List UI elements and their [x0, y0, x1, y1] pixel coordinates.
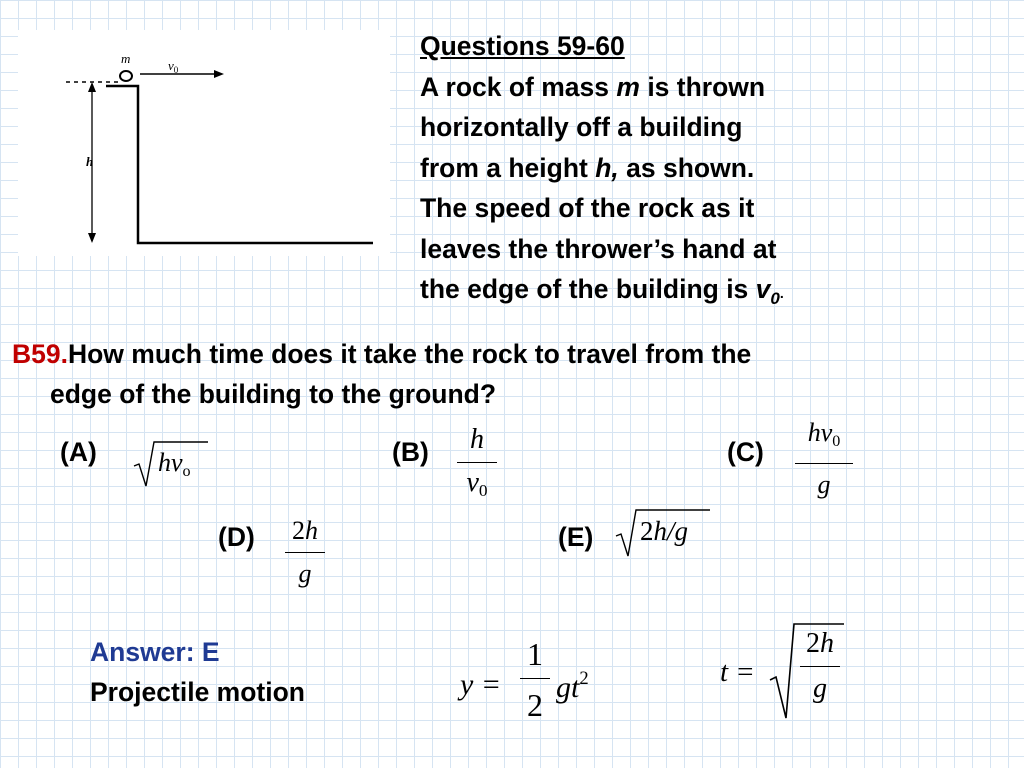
- option-b-numerator: h: [470, 424, 484, 455]
- question-line-2: edge of the building to the ground?: [50, 379, 497, 409]
- rock: [120, 71, 132, 81]
- option-e-expression: [614, 506, 714, 562]
- option-d-fraction: [285, 516, 325, 589]
- equation-1-numerator: 1: [527, 636, 543, 672]
- equation-2-numerator: 2h: [806, 628, 834, 659]
- kinematic-equation: [460, 636, 620, 736]
- equation-2-denominator: g: [813, 673, 827, 704]
- intro-line-3: from a height h, as shown.: [420, 152, 755, 183]
- option-a-label: (A): [60, 437, 97, 467]
- answer-block: [90, 632, 305, 712]
- height-arrow-head-bottom: [88, 233, 96, 243]
- velocity-arrow-head: [214, 70, 224, 78]
- question-text-1: How much time does it take the rock to travel from the: [67, 339, 752, 369]
- intro-line-6: the edge of the building is $v_0$.: [420, 274, 784, 308]
- option-c-fraction: [795, 418, 853, 500]
- option-b-label: (B): [392, 437, 429, 467]
- option-b-denominator: $v_0$: [466, 467, 488, 501]
- building-diagram: [18, 30, 390, 256]
- option-d-label: (D): [218, 522, 255, 552]
- mass-label: m: [121, 51, 131, 66]
- fraction-bar: [800, 666, 840, 667]
- option-a-radicand: $hv_o$: [158, 448, 191, 480]
- fraction-bar: [520, 678, 550, 679]
- question-number: B59.: [12, 339, 68, 369]
- option-c-numerator: $hv_0$: [807, 418, 841, 450]
- time-equation: [720, 620, 850, 720]
- question-line-1: [12, 334, 1012, 374]
- fraction-bar: [285, 552, 325, 553]
- answer-line: Answer: E: [90, 637, 220, 667]
- intro-line-1: A rock of mass m is thrown: [420, 71, 766, 102]
- equation-1-lhs: y =: [460, 668, 502, 701]
- problem-intro: [420, 26, 980, 320]
- velocity-label: $v_0$: [168, 58, 179, 75]
- intro-line-4: The speed of the rock as it: [420, 193, 755, 223]
- question-b59: [12, 334, 1012, 414]
- fraction-bar: [795, 463, 853, 464]
- option-e-label: (E): [558, 522, 594, 552]
- equation-1-denominator: 2: [527, 687, 543, 723]
- intro-line-2: horizontally off a building: [420, 112, 743, 142]
- equation-1-rhs: $gt^2$: [556, 668, 589, 705]
- questions-heading: Questions 59-60: [420, 31, 625, 61]
- option-d-numerator: 2h: [292, 516, 318, 545]
- equation-2-lhs: t =: [720, 656, 755, 688]
- option-c-label: (C): [727, 437, 764, 467]
- intro-line-5: leaves the thrower’s hand at: [420, 233, 777, 264]
- building-outline: [106, 86, 373, 243]
- option-d-denominator: g: [298, 559, 312, 588]
- option-c-denominator: g: [817, 469, 831, 499]
- equation-1-fraction: [520, 636, 550, 723]
- equation-2-fraction: [800, 628, 840, 705]
- height-label: h: [86, 154, 94, 169]
- fraction-bar: [457, 462, 497, 463]
- option-a-expression: [132, 436, 212, 492]
- building-diagram-svg: [18, 30, 390, 256]
- height-arrow-head-top: [88, 82, 96, 92]
- option-b-fraction: [457, 424, 497, 507]
- topic-line: Projectile motion: [90, 677, 305, 707]
- option-e-radicand: 2h/g: [640, 516, 689, 546]
